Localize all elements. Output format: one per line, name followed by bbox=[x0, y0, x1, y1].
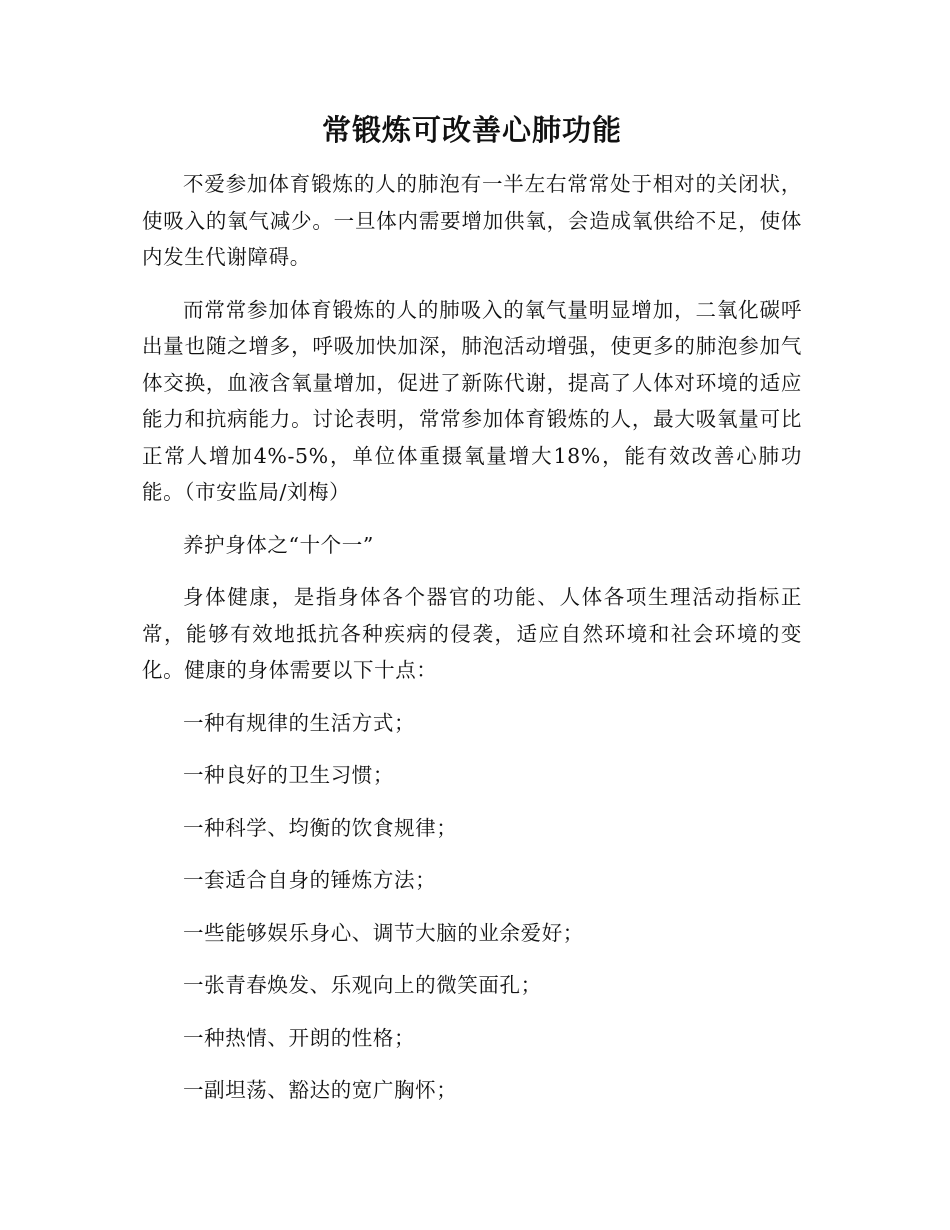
list-item: 一套适合自身的锤炼方法； bbox=[183, 868, 437, 892]
section-heading-ten-ones: 养护身体之“十个一” bbox=[183, 532, 374, 557]
list-item: 一副坦荡、豁达的宽广胸怀； bbox=[183, 1078, 458, 1102]
list-item: 一种良好的卫生习惯； bbox=[183, 763, 394, 787]
list-item: 一种科学、均衡的饮食规律； bbox=[183, 815, 458, 840]
list-item: 一张青春焕发、乐观向上的微笑面孔； bbox=[183, 973, 542, 997]
paragraph-exercise-benefits: 而常常参加体育锻炼的人的肺吸入的氧气量明显增加，二氧化碳呼出量也随之增多，呼吸加快加深，肺泡活动增强，使更多的肺泡参加气体交换，血液含氧量增加，促进了新陈代谢，提高了人体对环境的适应能力和抗病能力。讨论表明，常常参加体育锻炼的人，最大吸氧量可比正常人增加4%-5%，单位体重摄氧量增大18%，能有效改善心肺功能。（市安监局/刘梅） bbox=[142, 297, 802, 504]
list-item: 一种热情、开朗的性格； bbox=[183, 1025, 416, 1050]
document-body bbox=[142, 166, 802, 1125]
page-title: 常锻炼可改善心肺功能 bbox=[321, 113, 622, 147]
list-item: 一种有规律的生活方式； bbox=[183, 710, 416, 735]
paragraph-lung-alveoli: 不爱参加体育锻炼的人的肺泡有一半左右常常处于相对的关闭状，使吸入的氧气减少。一旦体内需要增加供氧，会造成氧供给不足，使体内发生代谢障碍。 bbox=[142, 172, 802, 269]
list-item: 一些能够娱乐身心、调节大脑的业余爱好； bbox=[183, 920, 584, 945]
paragraph-health-definition: 身体健康，是指身体各个器官的功能、人体各项生理活动指标正常，能够有效地抵抗各种疾病的侵袭，适应自然环境和社会环境的变化。健康的身体需要以下十点： bbox=[142, 585, 802, 682]
